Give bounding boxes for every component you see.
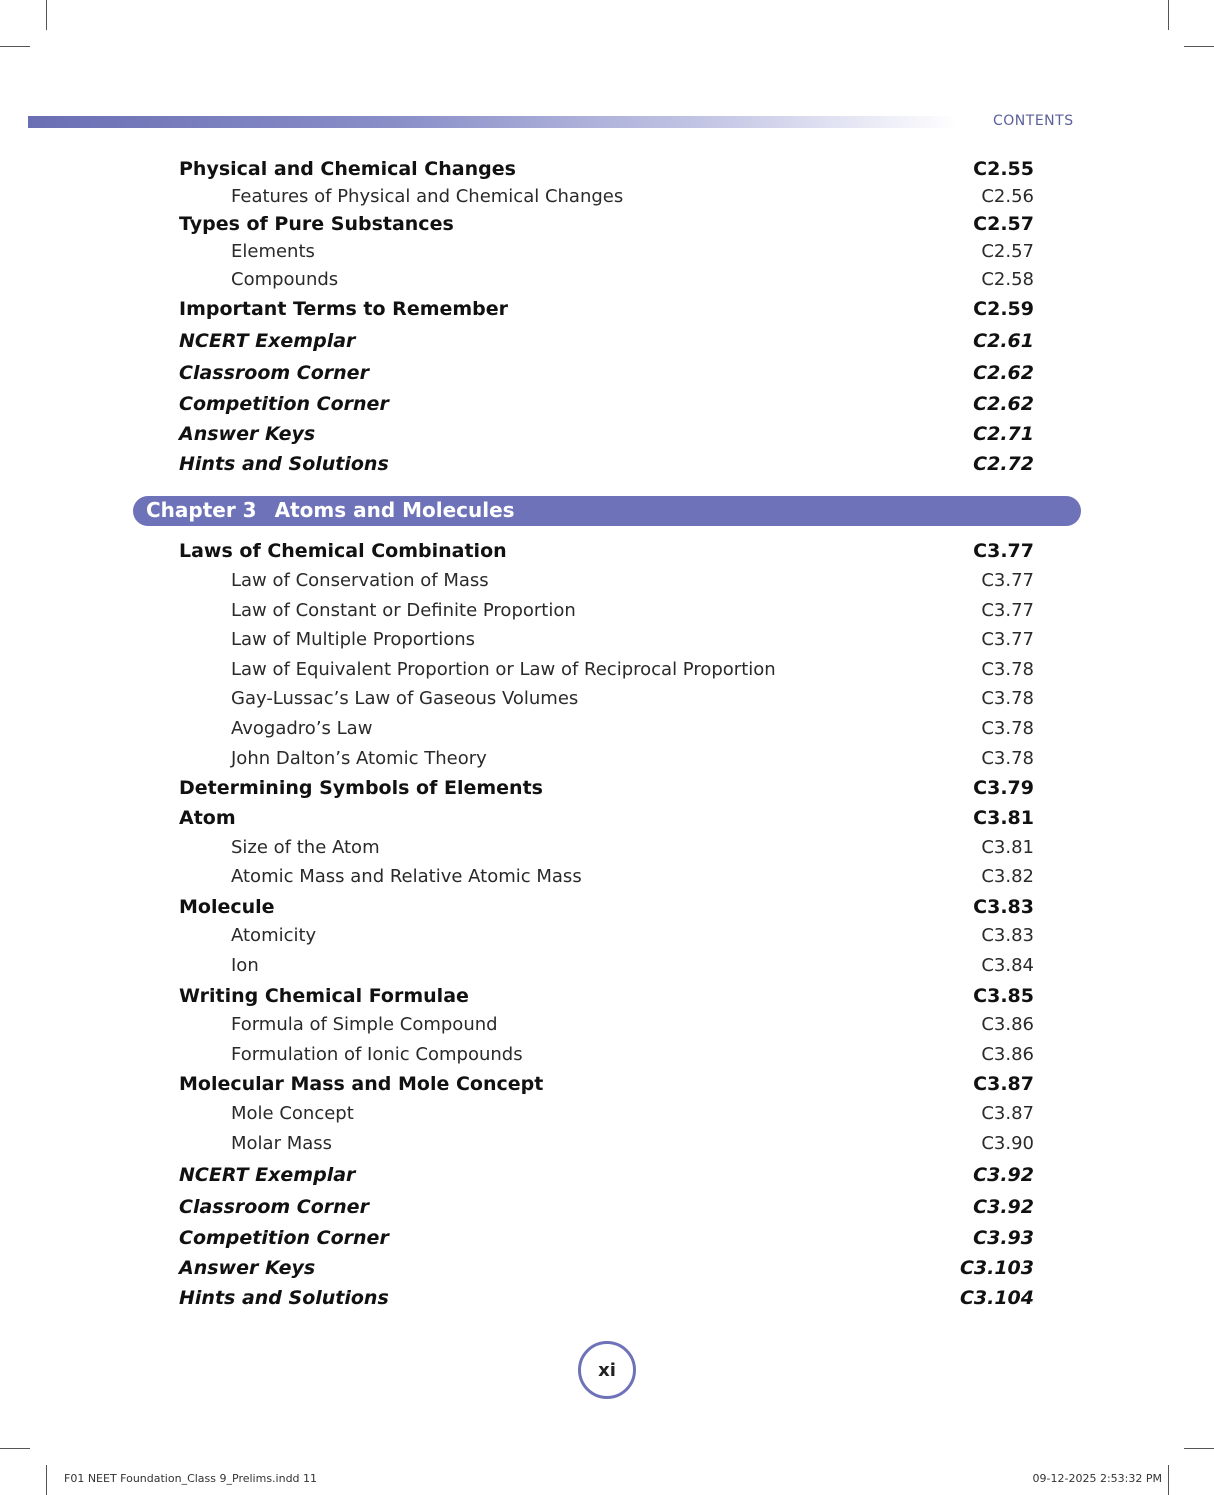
- toc-entry[interactable]: [0, 1196, 1214, 1224]
- toc-entry[interactable]: [0, 1044, 1214, 1072]
- page-number: xi: [598, 1359, 616, 1381]
- toc-entry-page: C2.61: [973, 330, 1034, 352]
- toc-entry-page: C3.79: [973, 777, 1034, 799]
- toc-entry-title: Molecule: [179, 896, 275, 918]
- toc-entry-title: Molar Mass: [231, 1133, 333, 1154]
- toc-entry[interactable]: [0, 213, 1214, 241]
- toc-entry[interactable]: [0, 1227, 1214, 1255]
- toc-entry[interactable]: [0, 1103, 1214, 1131]
- toc-entry-page: C2.56: [981, 186, 1034, 207]
- toc-entry-page: C2.58: [981, 269, 1034, 290]
- toc-entry-title: Answer Keys: [179, 1257, 316, 1279]
- toc-entry[interactable]: [0, 269, 1214, 297]
- toc-entry-title: John Dalton’s Atomic Theory: [231, 748, 487, 769]
- toc-entry-title: Hints and Solutions: [179, 453, 389, 475]
- toc-entry-page: C3.87: [973, 1073, 1034, 1095]
- toc-entry-title: Atom: [179, 807, 236, 829]
- toc-entry[interactable]: [0, 570, 1214, 598]
- crop-mark: [46, 0, 47, 30]
- toc-entry-title: Atomic Mass and Relative Atomic Mass: [231, 866, 582, 887]
- crop-mark: [46, 1465, 47, 1495]
- toc-entry-title: Mole Concept: [231, 1103, 354, 1124]
- toc-entry[interactable]: [0, 362, 1214, 390]
- toc-entry-page: C3.81: [973, 807, 1034, 829]
- toc-entry-title: Classroom Corner: [179, 362, 369, 384]
- toc-entry-title: Formulation of Ionic Compounds: [231, 1044, 523, 1065]
- toc-entry-page: C2.57: [981, 241, 1034, 262]
- toc-entry-title: Features of Physical and Chemical Changes: [231, 186, 624, 207]
- toc-entry[interactable]: [0, 777, 1214, 805]
- toc-entry-title: Avogadro’s Law: [231, 718, 373, 739]
- toc-entry-title: Molecular Mass and Mole Concept: [179, 1073, 544, 1095]
- toc-entry[interactable]: [0, 925, 1214, 953]
- toc-entry[interactable]: [0, 241, 1214, 269]
- toc-entry[interactable]: [0, 659, 1214, 687]
- toc-entry-page: C3.86: [981, 1044, 1034, 1065]
- toc-entry[interactable]: [0, 330, 1214, 358]
- crop-mark: [1184, 46, 1214, 47]
- toc-entry-page: C3.83: [973, 896, 1034, 918]
- toc-entry-page: C3.77: [973, 540, 1034, 562]
- toc-entry-page: C3.104: [959, 1287, 1034, 1309]
- toc-entry-title: Important Terms to Remember: [179, 298, 509, 320]
- crop-mark: [1168, 1465, 1169, 1495]
- toc-entry[interactable]: [0, 688, 1214, 716]
- toc-entry-title: Law of Equivalent Proportion or Law of Reciprocal Proportion: [231, 659, 776, 680]
- toc-entry[interactable]: [0, 866, 1214, 894]
- crop-mark: [1168, 0, 1169, 30]
- toc-entry-page: C3.78: [981, 718, 1034, 739]
- toc-entry[interactable]: [0, 1164, 1214, 1192]
- toc-entry[interactable]: [0, 896, 1214, 924]
- toc-entry-title: Law of Constant or Definite Proportion: [231, 600, 576, 621]
- chapter-heading-bar: [133, 496, 1081, 526]
- toc-entry-page: C3.78: [981, 748, 1034, 769]
- toc-entry-page: C2.62: [973, 362, 1034, 384]
- crop-mark: [0, 46, 30, 47]
- toc-entry[interactable]: [0, 1287, 1214, 1315]
- toc-entry-title: Formula of Simple Compound: [231, 1014, 498, 1035]
- toc-entry[interactable]: [0, 1257, 1214, 1285]
- toc-entry-page: C3.103: [959, 1257, 1034, 1279]
- toc-entry[interactable]: [0, 837, 1214, 865]
- toc-entry-page: C3.86: [981, 1014, 1034, 1035]
- toc-entry[interactable]: [0, 540, 1214, 568]
- toc-entry[interactable]: [0, 985, 1214, 1013]
- toc-entry-page: C3.84: [981, 955, 1034, 976]
- header-gradient-bar: [28, 116, 958, 128]
- page-number-badge: [578, 1341, 636, 1399]
- toc-entry-title: Classroom Corner: [179, 1196, 369, 1218]
- chapter-name: Atoms and Molecules: [274, 498, 515, 522]
- toc-entry-page: C3.81: [981, 837, 1034, 858]
- toc-entry-title: Elements: [231, 241, 315, 262]
- running-header: CONTENTS: [993, 113, 1074, 129]
- toc-entry-page: C3.85: [973, 985, 1034, 1007]
- toc-entry[interactable]: [0, 600, 1214, 628]
- toc-entry-title: Physical and Chemical Changes: [179, 158, 516, 180]
- toc-entry-title: Atomicity: [231, 925, 317, 946]
- toc-entry-title: Types of Pure Substances: [179, 213, 454, 235]
- toc-entry-title: Determining Symbols of Elements: [179, 777, 543, 799]
- toc-entry-page: C3.87: [981, 1103, 1034, 1124]
- toc-entry-page: C3.92: [973, 1164, 1034, 1186]
- toc-entry-title: Competition Corner: [179, 1227, 389, 1249]
- toc-entry-title: Answer Keys: [179, 423, 316, 445]
- toc-entry[interactable]: [0, 807, 1214, 835]
- toc-entry-title: Compounds: [231, 269, 339, 290]
- toc-entry-page: C2.55: [973, 158, 1034, 180]
- toc-entry-title: Laws of Chemical Combination: [179, 540, 507, 562]
- toc-entry-page: C2.59: [973, 298, 1034, 320]
- toc-entry[interactable]: [0, 158, 1214, 186]
- toc-entry-page: C2.62: [973, 393, 1034, 415]
- toc-entry-page: C3.93: [973, 1227, 1034, 1249]
- toc-entry-page: C3.77: [981, 629, 1034, 650]
- toc-entry-page: C3.83: [981, 925, 1034, 946]
- chapter-heading: [146, 498, 515, 522]
- toc-entry[interactable]: [0, 1014, 1214, 1042]
- toc-entry-title: Size of the Atom: [231, 837, 380, 858]
- toc-entry[interactable]: [0, 718, 1214, 746]
- chapter-number: Chapter 3: [146, 498, 257, 522]
- toc-entry-title: Hints and Solutions: [179, 1287, 389, 1309]
- toc-entry-title: Law of Multiple Proportions: [231, 629, 476, 650]
- toc-entry[interactable]: [0, 1073, 1214, 1101]
- toc-entry-page: C3.77: [981, 570, 1034, 591]
- toc-entry-title: Competition Corner: [179, 393, 389, 415]
- toc-entry[interactable]: [0, 393, 1214, 421]
- toc-entry-page: C2.57: [973, 213, 1034, 235]
- toc-entry-title: Ion: [231, 955, 259, 976]
- footer-timestamp: 09-12-2025 2:53:32 PM: [1032, 1472, 1162, 1485]
- toc-entry[interactable]: [0, 748, 1214, 776]
- toc-entry-page: C3.78: [981, 659, 1034, 680]
- toc-entry-page: C2.71: [973, 423, 1034, 445]
- toc-entry-page: C3.78: [981, 688, 1034, 709]
- toc-entry-title: Writing Chemical Formulae: [179, 985, 469, 1007]
- footer-file-info: F01 NEET Foundation_Class 9_Prelims.indd 11: [64, 1472, 318, 1485]
- toc-entry[interactable]: [0, 423, 1214, 451]
- toc-entry-title: NCERT Exemplar: [179, 330, 356, 352]
- crop-mark: [1184, 1448, 1214, 1449]
- toc-entry[interactable]: [0, 186, 1214, 214]
- toc-entry[interactable]: [0, 955, 1214, 983]
- toc-entry[interactable]: [0, 453, 1214, 481]
- toc-entry-page: C3.77: [981, 600, 1034, 621]
- toc-entry-title: NCERT Exemplar: [179, 1164, 356, 1186]
- toc-entry-title: Gay-Lussac’s Law of Gaseous Volumes: [231, 688, 579, 709]
- crop-mark: [0, 1448, 30, 1449]
- toc-entry[interactable]: [0, 629, 1214, 657]
- toc-entry-page: C3.90: [981, 1133, 1034, 1154]
- toc-entry-title: Law of Conservation of Mass: [231, 570, 489, 591]
- toc-entry-page: C3.92: [973, 1196, 1034, 1218]
- toc-entry-page: C2.72: [973, 453, 1034, 475]
- toc-entry-page: C3.82: [981, 866, 1034, 887]
- toc-entry[interactable]: [0, 298, 1214, 326]
- toc-entry[interactable]: [0, 1133, 1214, 1161]
